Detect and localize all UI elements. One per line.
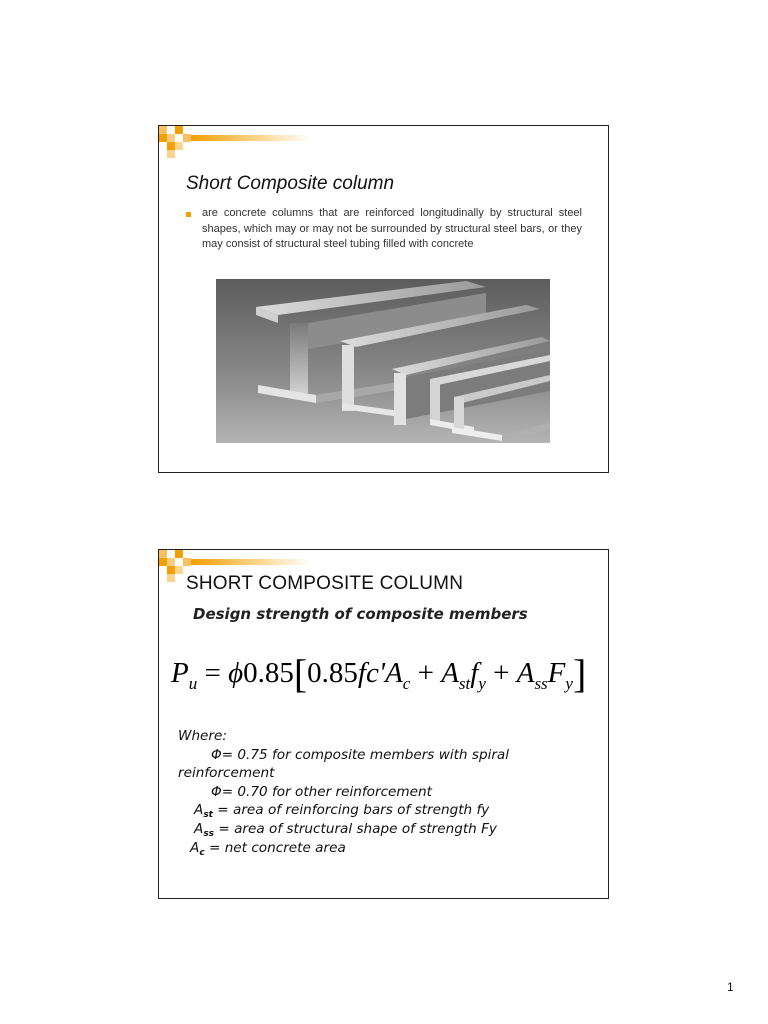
ass-definition: [178, 820, 598, 839]
ast-symbol: A: [194, 802, 204, 819]
formula-ast: A: [441, 657, 459, 689]
formula-ac: A: [385, 657, 403, 689]
formula-ac-sub: c: [402, 674, 411, 693]
page-number: 1: [727, 980, 734, 994]
formula-phi: ϕ: [228, 657, 244, 689]
ac-subscript: c: [199, 847, 205, 858]
design-strength-formula: [171, 650, 609, 700]
slide-corner-decoration: [159, 126, 608, 166]
bullet-marker: [186, 212, 191, 217]
slide-1-bullet-text: are concrete columns that are reinforced longitudinally by structural steel shapes, which may or may not be surrounded by structural steel bars, or they may consist of structural steel tubing filled with concrete: [202, 207, 582, 250]
ass-subscript: ss: [203, 828, 215, 839]
slide-1: [158, 125, 609, 473]
formula-equals: =: [197, 657, 229, 689]
slide-1-title: Short Composite column: [186, 173, 395, 194]
ac-symbol: A: [190, 839, 200, 856]
formula-ass-sub: ss: [534, 674, 548, 693]
slide-2-title: SHORT COMPOSITE COLUMN: [186, 573, 464, 594]
formula-concrete-coefficient: 0.85: [307, 657, 358, 689]
formula-ass: A: [516, 657, 535, 689]
formula-fy: f: [470, 657, 479, 689]
steel-shapes-image: [216, 279, 550, 443]
formula-legend: [178, 727, 598, 857]
phi-spiral-line: Φ= 0.75 for composite members with spiral: [211, 746, 510, 763]
formula-ast-sub: st: [458, 674, 471, 693]
formula-close-bracket: ]: [572, 651, 587, 696]
ac-description: = net concrete area: [204, 839, 346, 856]
formula-fc: fc': [357, 657, 386, 689]
ast-subscript: st: [203, 810, 213, 821]
ass-description: = area of structural shape of strength Fy: [214, 820, 497, 837]
slide-2: [158, 549, 609, 899]
ass-symbol: A: [194, 820, 204, 837]
slide-2-subtitle: Design strength of composite members: [193, 605, 528, 623]
formula-fy-sub: y: [478, 674, 486, 693]
formula-open-bracket: [: [293, 651, 308, 696]
phi-spiral-continuation: reinforcement: [178, 765, 275, 782]
formula-plus: +: [410, 657, 442, 689]
formula-plus: +: [485, 657, 517, 689]
ac-definition: [178, 839, 598, 858]
formula-pu: P: [171, 657, 189, 689]
ast-description: = area of reinforcing bars of strength fy: [212, 802, 490, 819]
where-label: Where:: [178, 728, 227, 744]
formula-pu-sub: u: [188, 674, 198, 693]
formula-Fy: F: [547, 657, 566, 689]
formula-Fy-sub: y: [565, 674, 573, 693]
formula-coefficient: 0.85: [243, 657, 294, 689]
ast-definition: [178, 801, 598, 820]
phi-other-line: Φ= 0.70 for other reinforcement: [211, 783, 432, 800]
